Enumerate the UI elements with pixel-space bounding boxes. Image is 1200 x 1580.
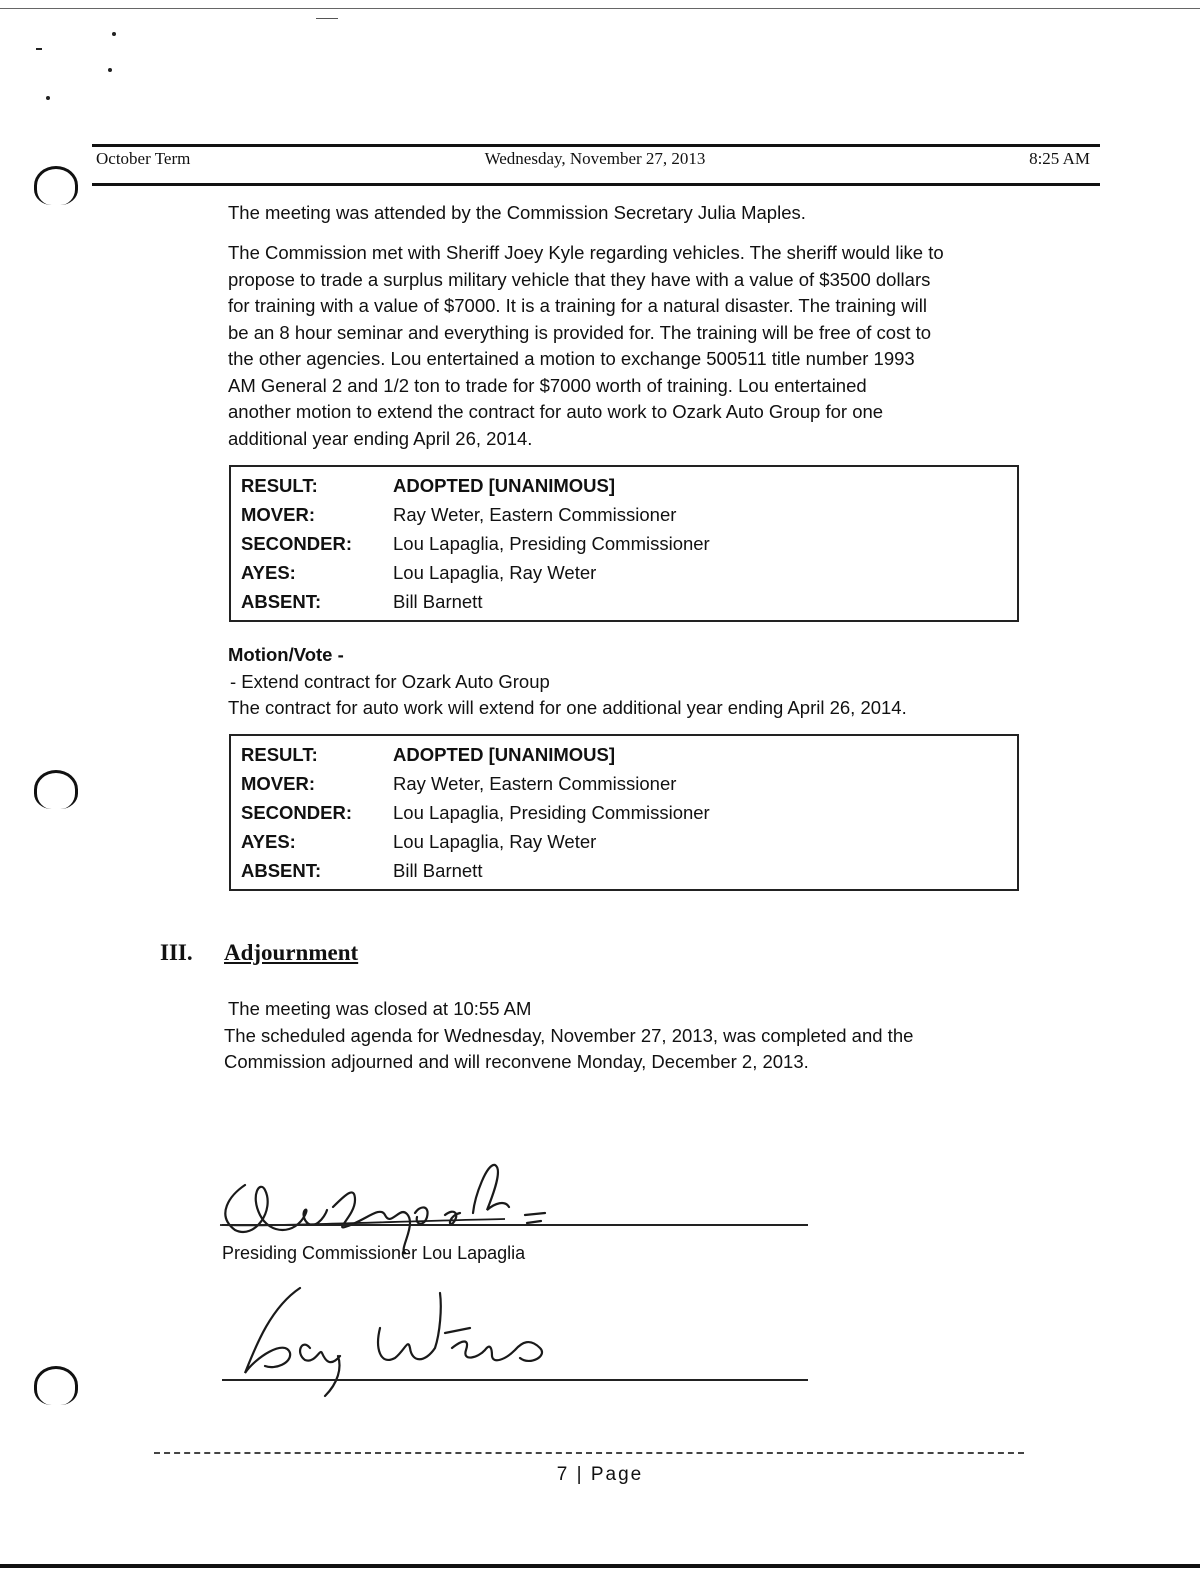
section-numeral: III. (160, 940, 193, 965)
paragraph-line: propose to trade a surplus military vehicle that they have with a value of $3500 dollars (228, 268, 931, 290)
scan-speck (46, 96, 50, 100)
attendance-line: The meeting was attended by the Commission Secretary Julia Maples. (228, 202, 806, 223)
vehicles-paragraph (228, 240, 1028, 452)
bottom-edge-line (0, 1564, 1200, 1568)
scan-speck (112, 32, 116, 36)
vote-key: ABSENT: (241, 590, 322, 612)
vote-key: RESULT: (241, 474, 318, 496)
punch-hole-top (34, 166, 78, 205)
vote-key: MOVER: (241, 772, 315, 794)
vote-row-seconder (241, 798, 1007, 827)
scan-speck (36, 48, 42, 50)
vote-row-seconder (241, 529, 1007, 558)
vote-value: Lou Lapaglia, Ray Weter (393, 561, 597, 583)
vote-row-ayes (241, 827, 1007, 856)
page-number: 7 | Page (556, 1464, 644, 1485)
section-heading: Adjournment (224, 940, 359, 965)
agenda-line: The scheduled agenda for Wednesday, November 27, 2013, was completed and the (224, 1024, 914, 1046)
paragraph-line: for training with a value of $7000. It is a training for a natural disaster. The training will (228, 295, 927, 316)
motion-item: - Extend contract for Ozark Auto Group (230, 670, 550, 692)
closed-line: The meeting was closed at 10:55 AM (228, 998, 532, 1019)
punch-hole-middle (34, 770, 78, 809)
scan-speck (108, 68, 112, 72)
vote-result-table-1 (229, 465, 1019, 622)
vote-key: ABSENT: (241, 859, 322, 881)
vote-value: Lou Lapaglia, Ray Weter (393, 830, 597, 852)
header-rule-bottom (92, 183, 1100, 186)
attendance-text (228, 200, 1028, 227)
vote-value: ADOPTED [UNANIMOUS] (393, 743, 615, 765)
vote-key: AYES: (241, 561, 296, 583)
punch-hole-bottom (34, 1366, 78, 1405)
vote-row-absent (241, 587, 1007, 616)
motion-title: Motion/Vote - (228, 644, 344, 665)
vote-row-absent (241, 856, 1007, 885)
adjournment-text (224, 996, 1024, 1076)
signature-ray-weter (230, 1278, 590, 1408)
vote-value: Ray Weter, Eastern Commissioner (393, 503, 677, 525)
vote-key: AYES: (241, 830, 296, 852)
vote-value: Bill Barnett (393, 859, 483, 881)
signature-line-1 (222, 1224, 808, 1226)
vote-key: MOVER: (241, 503, 315, 525)
paragraph-line: AM General 2 and 1/2 ton to trade for $7000 worth of training. Lou entertained (228, 374, 867, 396)
signature-line-2 (222, 1379, 808, 1381)
header-time: 8:25 AM (1029, 149, 1090, 168)
vote-row-result (241, 471, 1007, 500)
footer-dashed-rule (154, 1452, 1024, 1454)
header-term: October Term (96, 149, 191, 168)
vote-key: SECONDER: (241, 801, 353, 823)
vote-value: Lou Lapaglia, Presiding Commissioner (393, 532, 710, 554)
vote-row-mover (241, 500, 1007, 529)
header-rule-top (92, 144, 1100, 147)
paragraph-line: The Commission met with Sheriff Joey Kyle regarding vehicles. The sheriff would like to (228, 242, 944, 263)
vote-value: Lou Lapaglia, Presiding Commissioner (393, 801, 710, 823)
agenda-line: Commission adjourned and will reconvene Monday, December 2, 2013. (224, 1051, 809, 1072)
vote-key: RESULT: (241, 743, 318, 765)
signature-caption-1: Presiding Commissioner Lou Lapaglia (222, 1243, 526, 1263)
motion-section (228, 642, 1028, 722)
vote-row-result (241, 740, 1007, 769)
paragraph-line: another motion to extend the contract for auto work to Ozark Auto Group for one (228, 401, 884, 422)
paragraph-line: the other agencies. Lou entertained a motion to exchange 500511 title number 1993 (228, 348, 915, 369)
vote-row-mover (241, 769, 1007, 798)
vote-result-table-2 (229, 734, 1019, 891)
header-date: Wednesday, November 27, 2013 (484, 149, 706, 168)
vote-value: ADOPTED [UNANIMOUS] (393, 474, 615, 496)
top-edge-line (0, 8, 1200, 9)
vote-row-ayes (241, 558, 1007, 587)
paragraph-line: additional year ending April 26, 2014. (228, 427, 533, 449)
vote-value: Ray Weter, Eastern Commissioner (393, 772, 677, 794)
motion-description: The contract for auto work will extend for one additional year ending April 26, 2014. (228, 697, 907, 718)
vote-key: SECONDER: (241, 532, 353, 554)
paragraph-line: be an 8 hour seminar and everything is provided for. The training will be free of cost to (228, 321, 932, 343)
top-mark (316, 18, 338, 19)
vote-value: Bill Barnett (393, 590, 483, 612)
